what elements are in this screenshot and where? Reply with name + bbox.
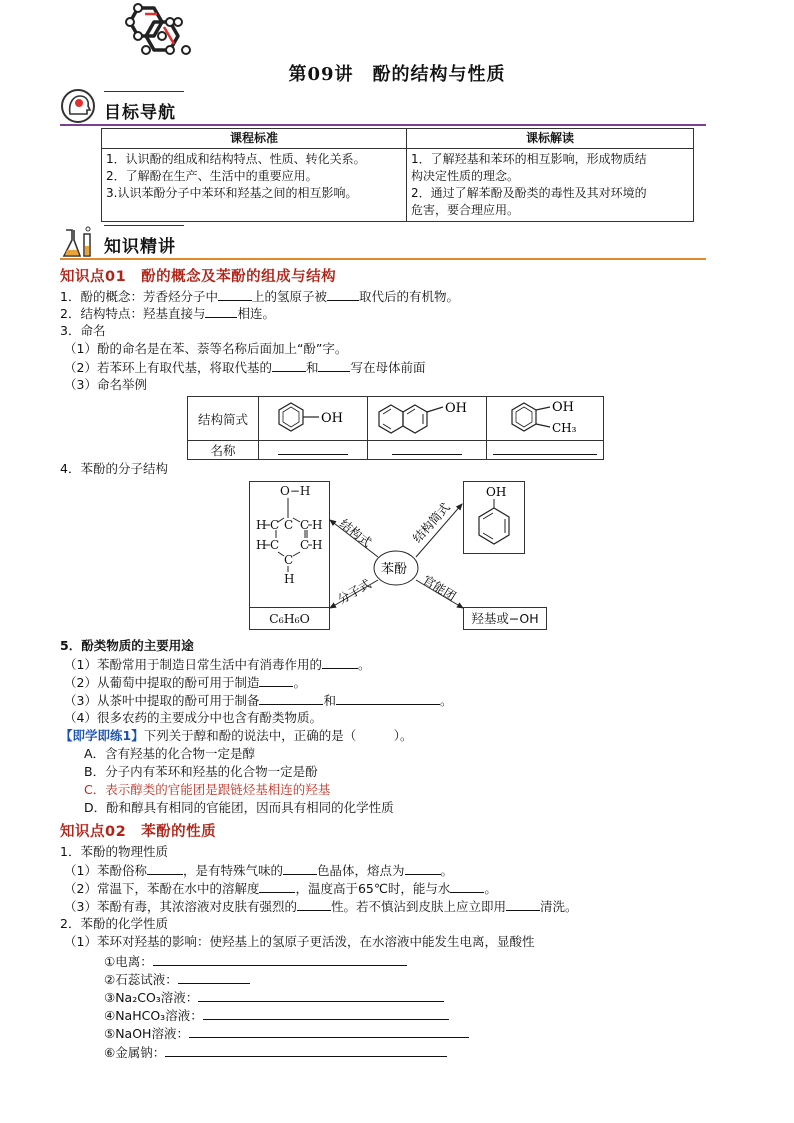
option-b: B．分子内有苯环和羟基的化合物一定是酚 [84,764,318,779]
text-line: 4．苯酚的分子结构 [60,461,168,476]
structural-formula-box [249,481,330,614]
svg-text:C: C [270,518,280,532]
brain-head-icon [60,88,96,124]
kp2-heading: 知识点02 苯酚的性质 [60,824,217,840]
svg-text:OH: OH [321,411,343,426]
svg-text:H: H [256,518,267,532]
text-line: （1）苯环对羟基的影响：使羟基上的氢原子更活泼，在水溶液中能发生电离，显酸性 [64,934,535,949]
divider [104,91,184,92]
row-label: 结构简式 [188,397,259,441]
molecular-formula-box: C₆H₆O [249,607,330,630]
fill-item: ③Na₂CO₃溶液： [104,988,444,1006]
option-a: A．含有羟基的化合物一定是醇 [84,746,256,761]
table-header: 课标解读 [407,129,694,149]
text-line: （3）命名举例 [64,377,147,392]
svg-text:H: H [284,572,295,586]
goals-table [101,128,694,222]
text-line: 5．酚类物质的主要用途 [60,638,194,653]
table-cell: 1．了解羟基和苯环的相互影响，形成物质结 构决定性质的理念。 2．通过了解苯酚及酚类的毒性及其对环境的 危害，要合理应用。 [407,149,694,222]
svg-text:OH: OH [552,400,574,415]
svg-text:OH: OH [486,485,507,499]
text-line: 1．酚的概念：芳香烃分子中 上的氢原子被 取代后的有机物。 [60,289,459,304]
naming-table [187,396,604,460]
svg-text:苯酚: 苯酚 [381,562,408,577]
diagram-arrows [320,480,470,630]
name-blank [487,441,604,460]
fill-item: ⑤NaOH溶液： [104,1024,469,1042]
molecule-logo-icon [112,0,202,62]
option-d: D．酚和醇具有相同的官能团，因而具有相同的化学性质 [84,800,394,815]
section-heading-goals: 目标导航 [104,103,176,123]
svg-text:C: C [300,518,310,532]
fill-item: ④NaHCO₃溶液： [104,1006,449,1024]
text-line: 3．命名 [60,323,106,338]
text-line: 1．苯酚的物理性质 [60,844,168,859]
text-line: 2．苯酚的化学性质 [60,916,168,931]
svg-text:官能团: 官能团 [420,572,459,604]
svg-text:分子式: 分子式 [335,576,374,607]
table-header: 课程标准 [102,129,407,149]
section-heading-knowledge: 知识精讲 [104,237,176,257]
svg-text:H: H [256,538,267,552]
svg-text:C: C [284,553,294,567]
row-label: 名称 [188,441,259,460]
text-line: （1）苯酚常用于制造日常生活中有消毒作用的 。 [64,657,371,672]
svg-text:结构式: 结构式 [337,516,375,550]
naphthol-structure [368,397,487,441]
text-line: 2．结构特点：羟基直接与 相连。 [60,306,275,321]
divider [104,225,184,226]
page-title: 第09讲 酚的结构与性质 [288,64,506,85]
text-line: （1）苯酚俗称 ，是有特殊气味的 色晶体，熔点为 。 [64,863,454,878]
fill-item: ②石蕊试液： [104,970,250,988]
svg-text:C: C [284,518,294,532]
simple-formula-box [463,481,525,554]
svg-text:OH: OH [445,401,467,416]
quiz-question: 【即学即练1】下列关于醇和酚的说法中，正确的是（ ）。 [60,728,413,743]
svg-text:H: H [312,538,323,552]
svg-text:CH₃: CH₃ [552,421,577,435]
cresol-structure [487,397,604,441]
text-line: （3）从茶叶中提取的酚可用于制备 和 。 [64,693,453,708]
svg-text:结构简式: 结构简式 [410,500,453,546]
text-line: （2）从葡萄中提取的酚可用于制造 。 [64,675,306,690]
fill-item: ①电离： [104,952,407,970]
functional-group-box: 羟基或−OH [463,607,547,630]
kp1-heading: 知识点01 酚的概念及苯酚的组成与结构 [60,269,337,285]
fill-item: ⑥金属钠： [104,1043,447,1061]
text-line: （1）酚的命名是在苯、萘等名称后面加上“酚”字。 [64,341,348,356]
text-line: （2）常温下，苯酚在水中的溶解度 ，温度高于65℃时，能与水 。 [64,881,497,896]
flask-icon [58,224,98,260]
svg-text:C: C [300,538,310,552]
phenol-structure [259,397,368,441]
svg-text:C: C [270,538,280,552]
text-line: （4）很多农药的主要成分中也含有酚类物质。 [64,710,322,725]
svg-text:H: H [312,518,323,532]
table-cell: 1．认识酚的组成和结构特点、性质、转化关系。 2．了解酚在生产、生活中的重要应用。 3.认识苯酚分子中苯环和羟基之间的相互影响。 [102,149,407,222]
section-underline [60,258,706,260]
text-line: （3）苯酚有毒，其浓溶液对皮肤有强烈的 性。若不慎沾到皮肤上应立即用 清洗。 [64,899,578,914]
text-line: （2）若苯环上有取代基，将取代基的 和 写在母体前面 [64,360,426,375]
name-blank [259,441,368,460]
svg-text:O−H: O−H [280,484,311,498]
option-c: C．表示醇类的官能团是跟链烃基相连的羟基 [84,782,331,797]
name-blank [368,441,487,460]
section-underline [60,124,706,126]
